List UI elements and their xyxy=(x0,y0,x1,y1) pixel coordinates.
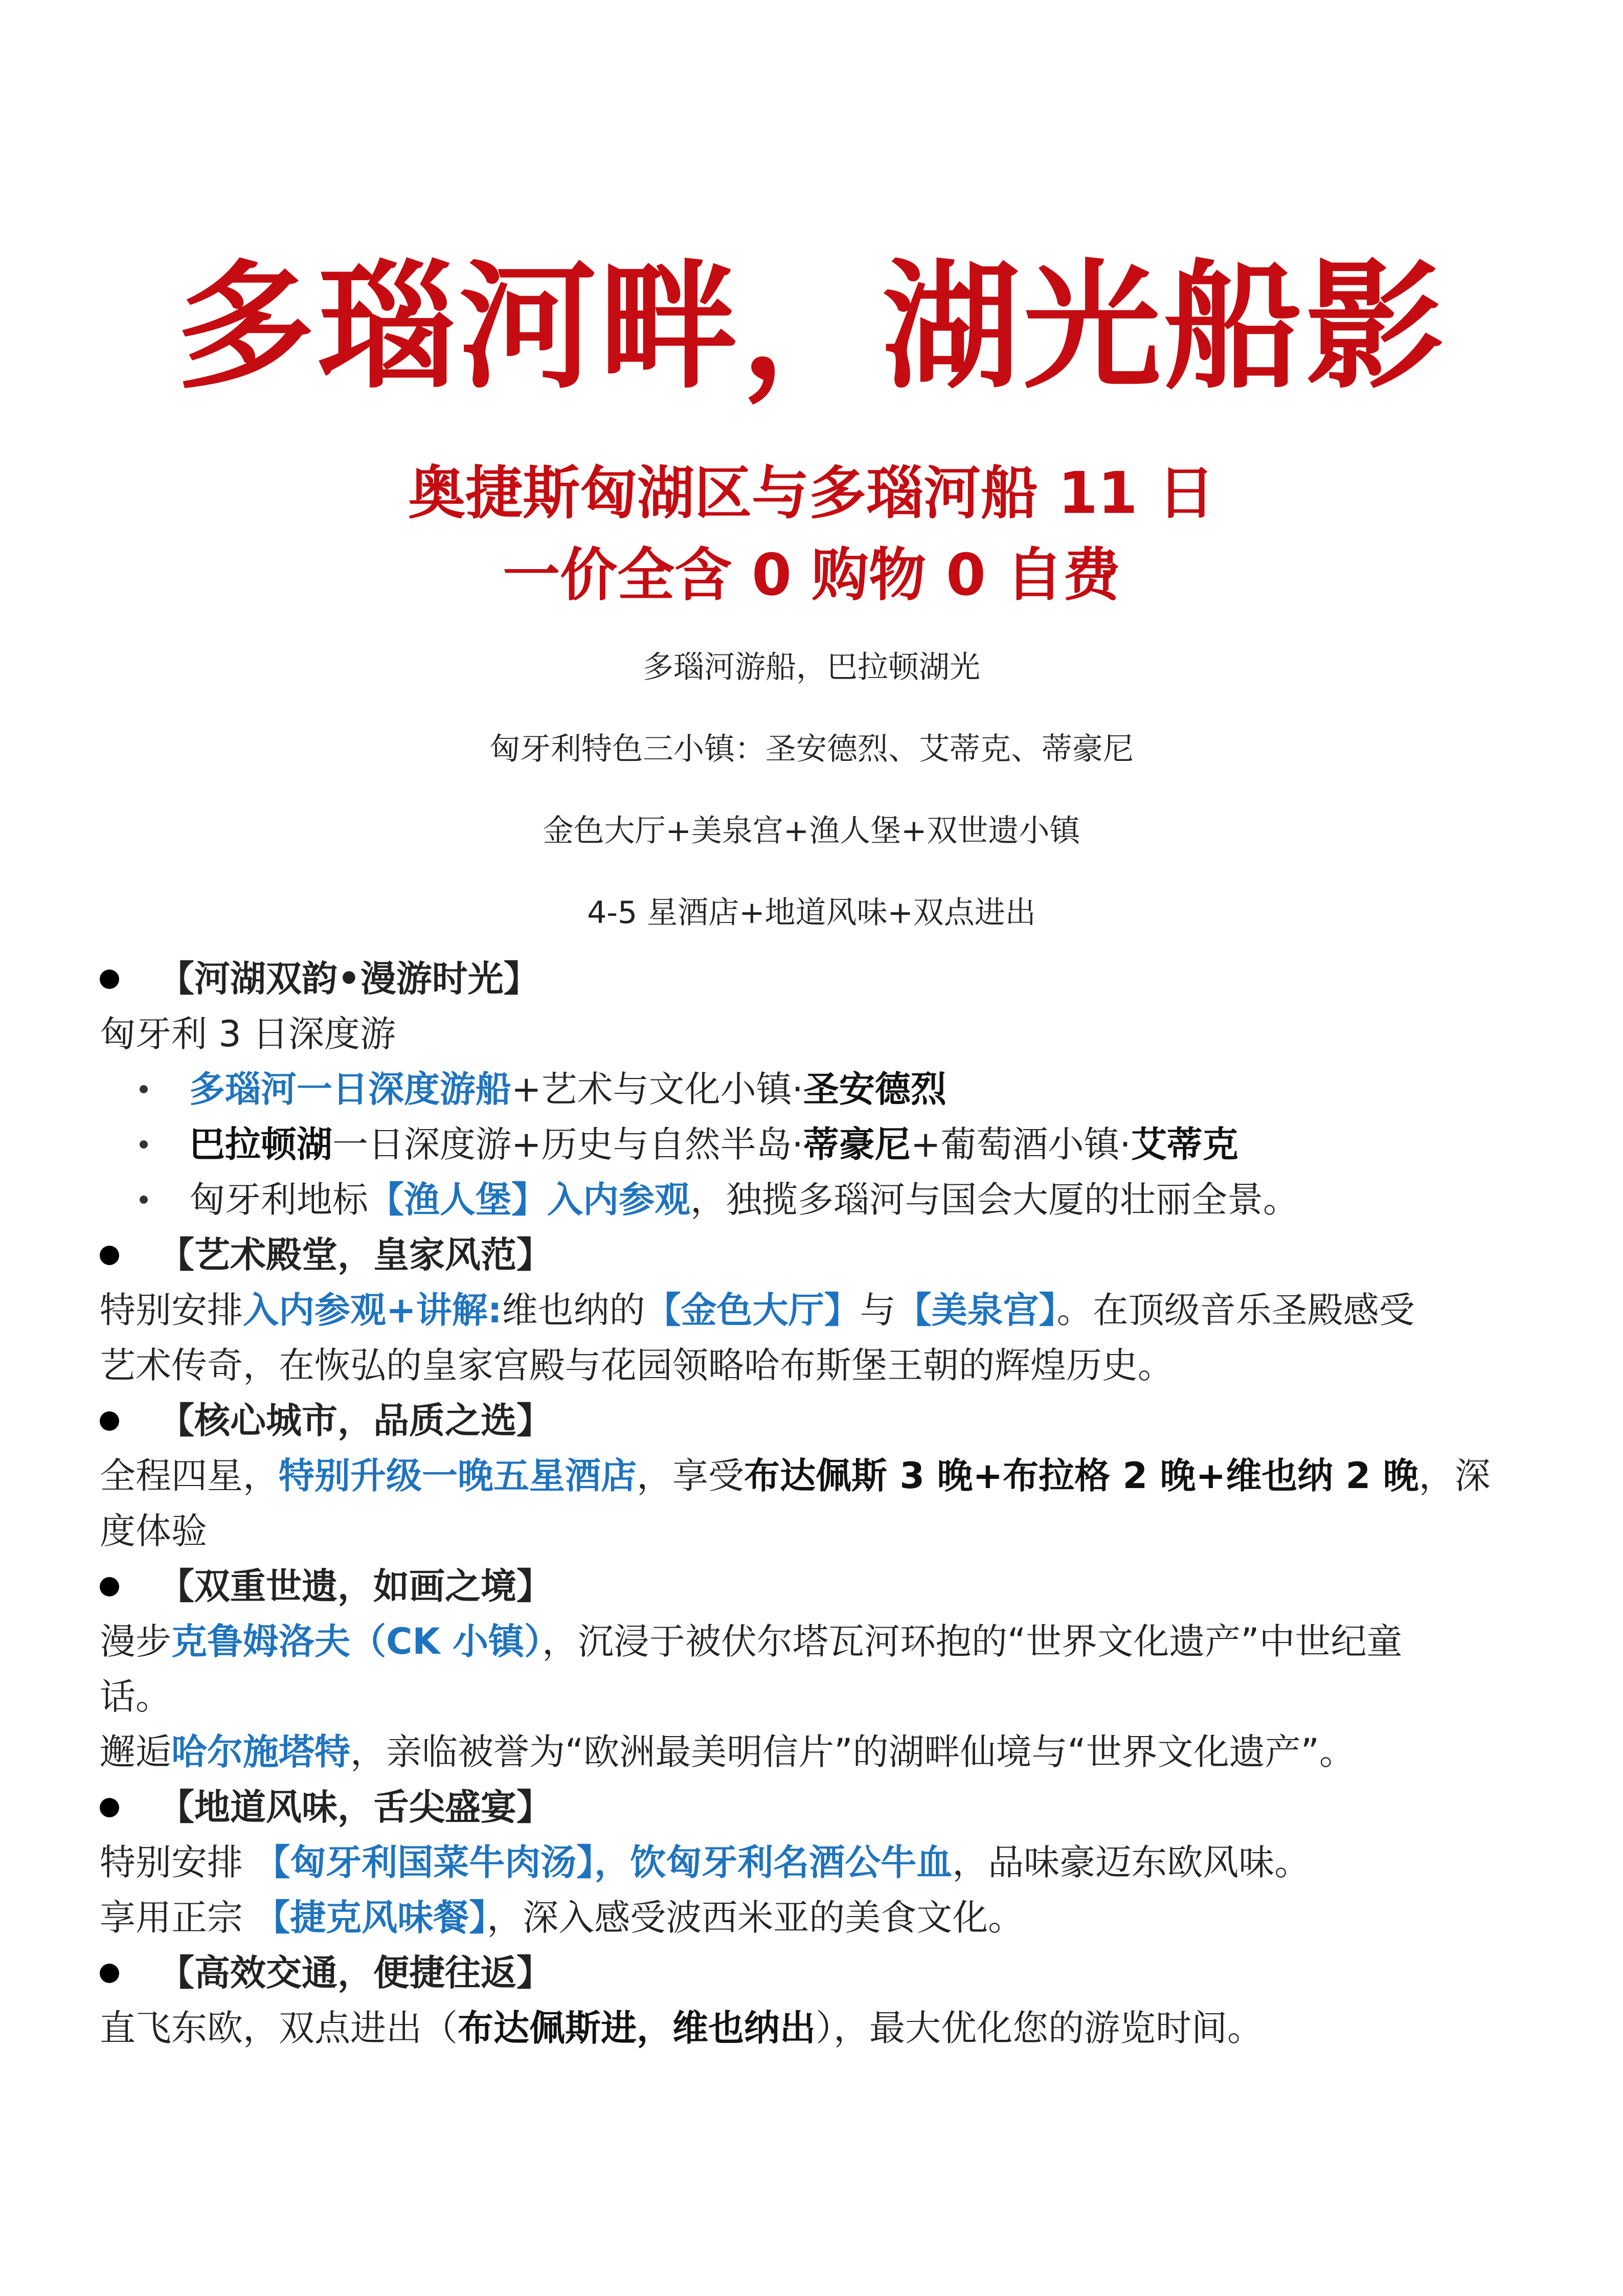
section-body: 全程四星，特别升级一晚五星酒店，享受布达佩斯 3 晚+布拉格 2 晚+维也纳 2 晚，深 xyxy=(100,1455,1491,1497)
tagline-4: 4-5 星酒店+地道风味+双点进出 xyxy=(587,895,1036,931)
bullet-icon xyxy=(100,1577,119,1596)
section-body: 直飞东欧，双点进出（布达佩斯进，维也纳出），最大优化您的游览时间。 xyxy=(100,2007,1263,2049)
section-intro: 匈牙利 3 日深度游 xyxy=(100,1013,396,1055)
list-item: 巴拉顿湖一日深度游+历史与自然半岛·蒂豪尼+葡萄酒小镇·艾蒂克 xyxy=(100,1117,1531,1172)
bullet-dot-icon xyxy=(140,1085,148,1093)
bullet-icon xyxy=(100,970,119,989)
section-heading: 【高效交通，便捷往返】 xyxy=(100,1945,1531,2000)
section-body-line: 话。 xyxy=(100,1676,171,1718)
section-heading: 【地道风味，舌尖盛宴】 xyxy=(100,1780,1531,1835)
bullet-dot-icon xyxy=(140,1140,148,1149)
section-heading: 【河湖双韵•漫游时光】 xyxy=(100,951,1531,1006)
section-heading: 【双重世遗，如画之境】 xyxy=(100,1559,1531,1614)
bullet-icon xyxy=(100,1964,119,1983)
section-body-line: 艺术传奇，在恢弘的皇家宫殿与花园领略哈布斯堡王朝的辉煌历史。 xyxy=(100,1344,1174,1386)
section-heading: 【核心城市，品质之选】 xyxy=(100,1393,1531,1448)
list-item: 多瑙河一日深度游船+艺术与文化小镇·圣安德烈 xyxy=(100,1062,1531,1117)
section-body-line: 度体验 xyxy=(100,1510,207,1552)
tagline-2: 匈牙利特色三小镇：圣安德烈、艾蒂克、蒂豪尼 xyxy=(489,731,1134,767)
section-body: 漫步克鲁姆洛夫（CK 小镇），沉浸于被伏尔塔瓦河环抱的“世界文化遗产”中世纪童 xyxy=(100,1620,1403,1662)
bullet-icon xyxy=(100,1246,119,1265)
subtitle-line-1: 奥捷斯匈湖区与多瑙河船 11 日 xyxy=(408,460,1215,527)
section-body: 享用正宗 【捷克风味餐】，深入感受波西米亚的美食文化。 xyxy=(100,1897,1024,1939)
section-body: 特别安排入内参观+讲解:维也纳的【金色大厅】与【美泉宫】。在顶级音乐圣殿感受 xyxy=(100,1289,1415,1331)
tagline-1: 多瑙河游船，巴拉顿湖光 xyxy=(643,649,980,685)
tagline-3: 金色大厅+美泉宫+渔人堡+双世遗小镇 xyxy=(543,813,1080,849)
section-body: 特别安排 【匈牙利国菜牛肉汤】，饮匈牙利名酒公牛血，品味豪迈东欧风味。 xyxy=(100,1841,1311,1883)
section-heading: 【艺术殿堂，皇家风范】 xyxy=(100,1227,1531,1282)
bullet-icon xyxy=(100,1798,119,1817)
highlights-content xyxy=(100,951,1531,2056)
section-body: 邂逅哈尔施塔特，亲临被誉为“欧洲最美明信片”的湖畔仙境与“世界文化遗产”。 xyxy=(100,1731,1356,1773)
subtitle-line-2: 一价全含 0 购物 0 自费 xyxy=(503,542,1120,609)
list-item: 匈牙利地标【渔人堡】入内参观，独揽多瑙河与国会大厦的壮丽全景。 xyxy=(100,1172,1531,1227)
bullet-dot-icon xyxy=(140,1196,148,1204)
bullet-icon xyxy=(100,1411,119,1431)
page-title: 多瑙河畔，湖光船影 xyxy=(176,246,1447,408)
section-points xyxy=(100,1062,1531,1227)
